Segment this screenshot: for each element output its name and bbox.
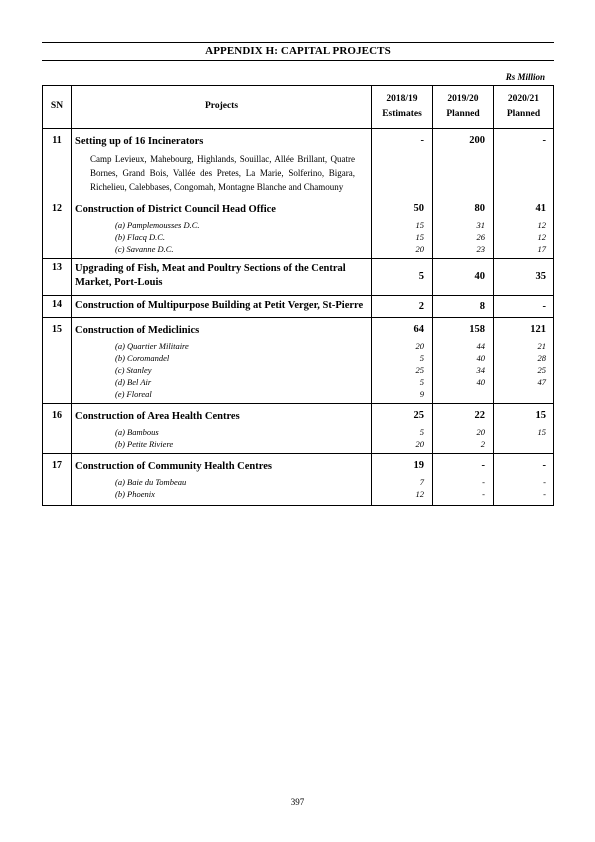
project-value-1: 5 bbox=[372, 259, 433, 295]
header-2019-20 bbox=[433, 86, 494, 129]
sub-item-value-1: 25 bbox=[372, 363, 433, 375]
project-value-2: 40 bbox=[433, 259, 494, 295]
project-value-1: 2 bbox=[372, 295, 433, 317]
project-row bbox=[43, 317, 554, 338]
project-value-2: 158 bbox=[433, 317, 494, 338]
project-cell bbox=[72, 295, 372, 317]
project-sn: 17 bbox=[43, 454, 72, 475]
header-2019-20-type: Planned bbox=[446, 109, 480, 119]
project-value-3: - bbox=[494, 129, 554, 197]
header-2020-21 bbox=[494, 86, 554, 129]
sub-item-value-2 bbox=[433, 387, 494, 404]
sub-item-label: (b) Phoenix bbox=[115, 489, 155, 500]
title-rule bbox=[42, 60, 554, 61]
sub-item-value-3: - bbox=[494, 487, 554, 506]
sub-item-sn-empty bbox=[43, 487, 72, 506]
page-number: 397 bbox=[290, 797, 305, 807]
project-description: Camp Levieux, Mahebourg, Highlands, Souillac, Allée Brillant, Quatre Bornes, Grand Bois, Vallée des Pretes, La Marie, Solferino, Bigara, Richelieu, Calebbases, Congomah, Montagne Blanche and Chamouny bbox=[90, 154, 355, 193]
capital-projects-table bbox=[42, 85, 554, 506]
sub-item-value-2: 23 bbox=[433, 242, 494, 259]
sub-item-sn-empty bbox=[43, 242, 72, 259]
sub-item-value-2: 2 bbox=[433, 437, 494, 454]
header-2019-20-year: 2019/20 bbox=[447, 93, 479, 104]
sub-item-label: (c) Savanne D.C. bbox=[115, 244, 174, 255]
sub-item-value-3: 21 bbox=[494, 338, 554, 351]
sub-item-value-2: 40 bbox=[433, 375, 494, 387]
sub-item-value-3: 25 bbox=[494, 363, 554, 375]
project-row bbox=[43, 295, 554, 317]
sub-item-sn-empty bbox=[43, 437, 72, 454]
header-2018-19 bbox=[372, 86, 433, 129]
project-value-1: 64 bbox=[372, 317, 433, 338]
header-2018-19-year: 2018/19 bbox=[386, 93, 418, 104]
sub-item-value-2: 44 bbox=[433, 338, 494, 351]
project-sn: 14 bbox=[43, 295, 72, 317]
sub-item-label: (a) Quartier Militaire bbox=[115, 340, 189, 351]
project-cell bbox=[72, 403, 372, 424]
sub-item-value-1: 20 bbox=[372, 437, 433, 454]
sub-item-value-2: 34 bbox=[433, 363, 494, 375]
project-value-2: - bbox=[433, 454, 494, 475]
sub-item-label: (b) Coromandel bbox=[115, 352, 170, 363]
project-sn: 12 bbox=[43, 197, 72, 217]
project-sn: 13 bbox=[43, 259, 72, 295]
sub-item-value-1: 5 bbox=[372, 351, 433, 363]
sub-item-sn-empty bbox=[43, 424, 72, 437]
sub-item-value-2: - bbox=[433, 474, 494, 487]
sub-item-value-1: 7 bbox=[372, 474, 433, 487]
sub-item-value-2: 31 bbox=[433, 217, 494, 230]
sub-item-cell bbox=[72, 230, 372, 242]
project-title: Construction of Area Health Centres bbox=[75, 410, 240, 422]
project-value-3: - bbox=[494, 295, 554, 317]
sub-item-value-3: 12 bbox=[494, 230, 554, 242]
project-title: Construction of Mediclinics bbox=[75, 324, 200, 336]
project-title: Construction of Multipurpose Building at Petit Verger, St-Pierre bbox=[75, 299, 364, 311]
sub-item-value-2: 40 bbox=[433, 351, 494, 363]
sub-item-value-1: 20 bbox=[372, 242, 433, 259]
sub-item-value-3: 12 bbox=[494, 217, 554, 230]
unit-label: Rs Million bbox=[505, 72, 545, 82]
project-title: Upgrading of Fish, Meat and Poultry Sections of the Central Market, Port-Louis bbox=[75, 263, 346, 289]
sub-item-value-2: - bbox=[433, 487, 494, 506]
sub-item-row bbox=[43, 387, 554, 404]
sub-item-row bbox=[43, 363, 554, 375]
project-row bbox=[43, 259, 554, 295]
sub-item-value-1: 12 bbox=[372, 487, 433, 506]
sub-item-label: (b) Flacq D.C. bbox=[115, 232, 166, 243]
sub-item-value-2: 20 bbox=[433, 424, 494, 437]
sub-item-value-1: 20 bbox=[372, 338, 433, 351]
project-value-1: 19 bbox=[372, 454, 433, 475]
sub-item-sn-empty bbox=[43, 387, 72, 404]
sub-item-cell bbox=[72, 363, 372, 375]
project-sn: 16 bbox=[43, 403, 72, 424]
sub-item-sn-empty bbox=[43, 351, 72, 363]
sub-item-row bbox=[43, 230, 554, 242]
sub-item-row bbox=[43, 375, 554, 387]
sub-item-sn-empty bbox=[43, 230, 72, 242]
project-value-2: 8 bbox=[433, 295, 494, 317]
sub-item-row bbox=[43, 351, 554, 363]
sub-item-cell bbox=[72, 242, 372, 259]
project-cell bbox=[72, 317, 372, 338]
sub-item-value-1: 9 bbox=[372, 387, 433, 404]
sub-item-value-3: 17 bbox=[494, 242, 554, 259]
sub-item-sn-empty bbox=[43, 217, 72, 230]
sub-item-cell bbox=[72, 375, 372, 387]
header-row bbox=[43, 86, 554, 129]
project-title: Setting up of 16 Incinerators bbox=[75, 136, 204, 147]
project-row bbox=[43, 454, 554, 475]
project-row bbox=[43, 129, 554, 197]
project-value-1: - bbox=[372, 129, 433, 197]
sub-item-row bbox=[43, 424, 554, 437]
sub-item-value-3: 15 bbox=[494, 424, 554, 437]
sub-item-sn-empty bbox=[43, 363, 72, 375]
sub-item-row bbox=[43, 217, 554, 230]
project-value-2: 22 bbox=[433, 403, 494, 424]
header-projects: Projects bbox=[72, 86, 372, 129]
project-cell bbox=[72, 454, 372, 475]
project-title: Construction of Community Health Centres bbox=[75, 461, 272, 473]
sub-item-sn-empty bbox=[43, 474, 72, 487]
sub-item-cell bbox=[72, 474, 372, 487]
project-value-3: 35 bbox=[494, 259, 554, 295]
project-title: Construction of District Council Head Office bbox=[75, 203, 276, 215]
sub-item-cell bbox=[72, 387, 372, 404]
sub-item-label: (a) Pamplemousses D.C. bbox=[115, 220, 200, 231]
sub-item-cell bbox=[72, 487, 372, 506]
sub-item-row bbox=[43, 338, 554, 351]
sub-item-label: (a) Bambous bbox=[115, 427, 159, 438]
sub-item-label: (a) Baie du Tombeau bbox=[115, 477, 187, 488]
sub-item-row bbox=[43, 474, 554, 487]
sub-item-row bbox=[43, 437, 554, 454]
sub-item-label: (b) Petite Riviere bbox=[115, 439, 174, 450]
project-cell bbox=[72, 259, 372, 295]
project-cell bbox=[72, 129, 372, 197]
project-value-1: 50 bbox=[372, 197, 433, 217]
project-sn: 15 bbox=[43, 317, 72, 338]
project-value-3: 41 bbox=[494, 197, 554, 217]
sub-item-value-1: 5 bbox=[372, 375, 433, 387]
sub-item-sn-empty bbox=[43, 375, 72, 387]
sub-item-value-3: - bbox=[494, 474, 554, 487]
sub-item-row bbox=[43, 242, 554, 259]
project-cell bbox=[72, 197, 372, 217]
project-row bbox=[43, 197, 554, 217]
top-rule bbox=[42, 42, 554, 43]
sub-item-label: (c) Stanley bbox=[115, 364, 152, 375]
table-body bbox=[43, 129, 554, 506]
sub-item-value-3: 28 bbox=[494, 351, 554, 363]
project-value-3: - bbox=[494, 454, 554, 475]
project-sn: 11 bbox=[43, 129, 72, 197]
project-value-2: 200 bbox=[433, 129, 494, 197]
sub-item-value-3: 47 bbox=[494, 375, 554, 387]
sub-item-cell bbox=[72, 351, 372, 363]
project-row bbox=[43, 403, 554, 424]
sub-item-value-3 bbox=[494, 387, 554, 404]
sub-item-cell bbox=[72, 338, 372, 351]
sub-item-cell bbox=[72, 217, 372, 230]
project-value-2: 80 bbox=[433, 197, 494, 217]
header-sn: SN bbox=[43, 86, 72, 129]
header-2020-21-type: Planned bbox=[506, 109, 541, 119]
project-value-3: 121 bbox=[494, 317, 554, 338]
project-value-1: 25 bbox=[372, 403, 433, 424]
sub-item-value-1: 5 bbox=[372, 424, 433, 437]
sub-item-value-1: 15 bbox=[372, 217, 433, 230]
sub-item-value-2: 26 bbox=[433, 230, 494, 242]
sub-item-label: (e) Floreal bbox=[115, 388, 152, 399]
sub-item-cell bbox=[72, 437, 372, 454]
sub-item-label: (d) Bel Air bbox=[115, 376, 152, 387]
page-title: APPENDIX H: CAPITAL PROJECTS bbox=[205, 45, 391, 57]
sub-item-sn-empty bbox=[43, 338, 72, 351]
sub-item-value-3 bbox=[494, 437, 554, 454]
header-2020-21-year: 2020/21 bbox=[507, 93, 540, 104]
sub-item-cell bbox=[72, 424, 372, 437]
sub-item-value-1: 15 bbox=[372, 230, 433, 242]
project-value-3: 15 bbox=[494, 403, 554, 424]
header-2018-19-type: Estimates bbox=[382, 109, 422, 119]
sub-item-row bbox=[43, 487, 554, 506]
